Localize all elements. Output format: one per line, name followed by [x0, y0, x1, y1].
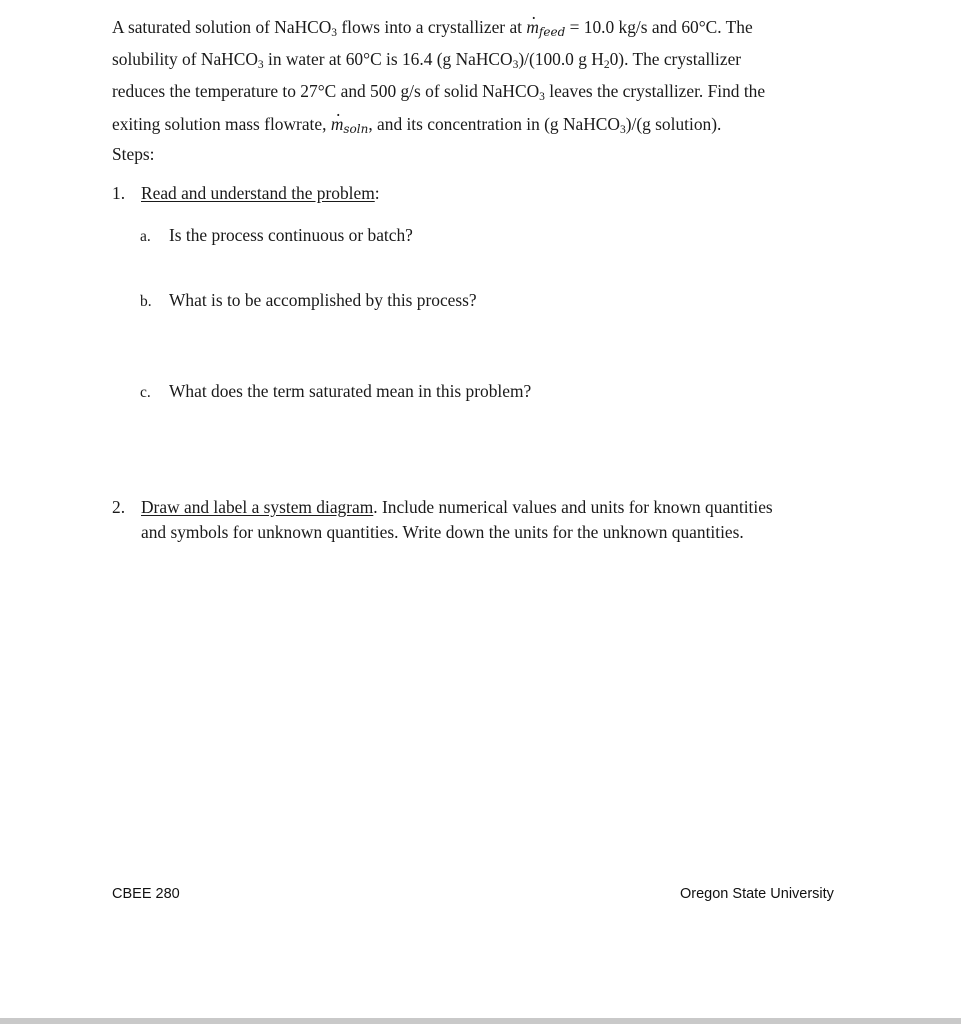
problem-line-3: reduces the temperature to 27°C and 500 g/s of solid NaHCO3 leaves the crystallizer. Find the [112, 81, 766, 104]
step-title: Draw and label a system diagram [141, 497, 374, 517]
step-number: 2. [112, 497, 126, 517]
page-bottom-border [0, 1018, 961, 1024]
step-1: 1. Read and understand the problem: [112, 181, 832, 206]
step-number: 1. [112, 183, 126, 203]
problem-line-2: solubility of NaHCO3 in water at 60°C is 16.4 (g NaHCO3)/(100.0 g H20). The crystallizer [112, 49, 742, 72]
question-c: c. What does the term saturated mean in this problem? [140, 381, 532, 401]
mass-flow-symbol: · m [526, 14, 539, 40]
problem-line-4: exiting solution mass flowrate, · msoln, and its concentration in (g NaHCO3)/(g solution). [112, 111, 842, 143]
footer-course: CBEE 280 [112, 886, 180, 902]
steps-heading: Steps: [112, 144, 155, 164]
footer-institution: Oregon State University [680, 886, 834, 902]
problem-statement [112, 14, 842, 143]
question-a: a. Is the process continuous or batch? [140, 225, 413, 245]
problem-line-1: A saturated solution of NaHCO3 flows into a crystallizer at · mfeed = 10.0 kg/s and 60°C. The [112, 14, 842, 46]
step-title: Read and understand the problem [141, 183, 375, 203]
step-2: 2. Draw and label a system diagram. Include numerical values and units for known quantities and symbols for unknown quantities. Write down the units for the unknown quantities. [112, 497, 773, 542]
question-b: b. What is to be accomplished by this process? [140, 290, 477, 310]
mass-flow-symbol: · m [331, 111, 344, 137]
